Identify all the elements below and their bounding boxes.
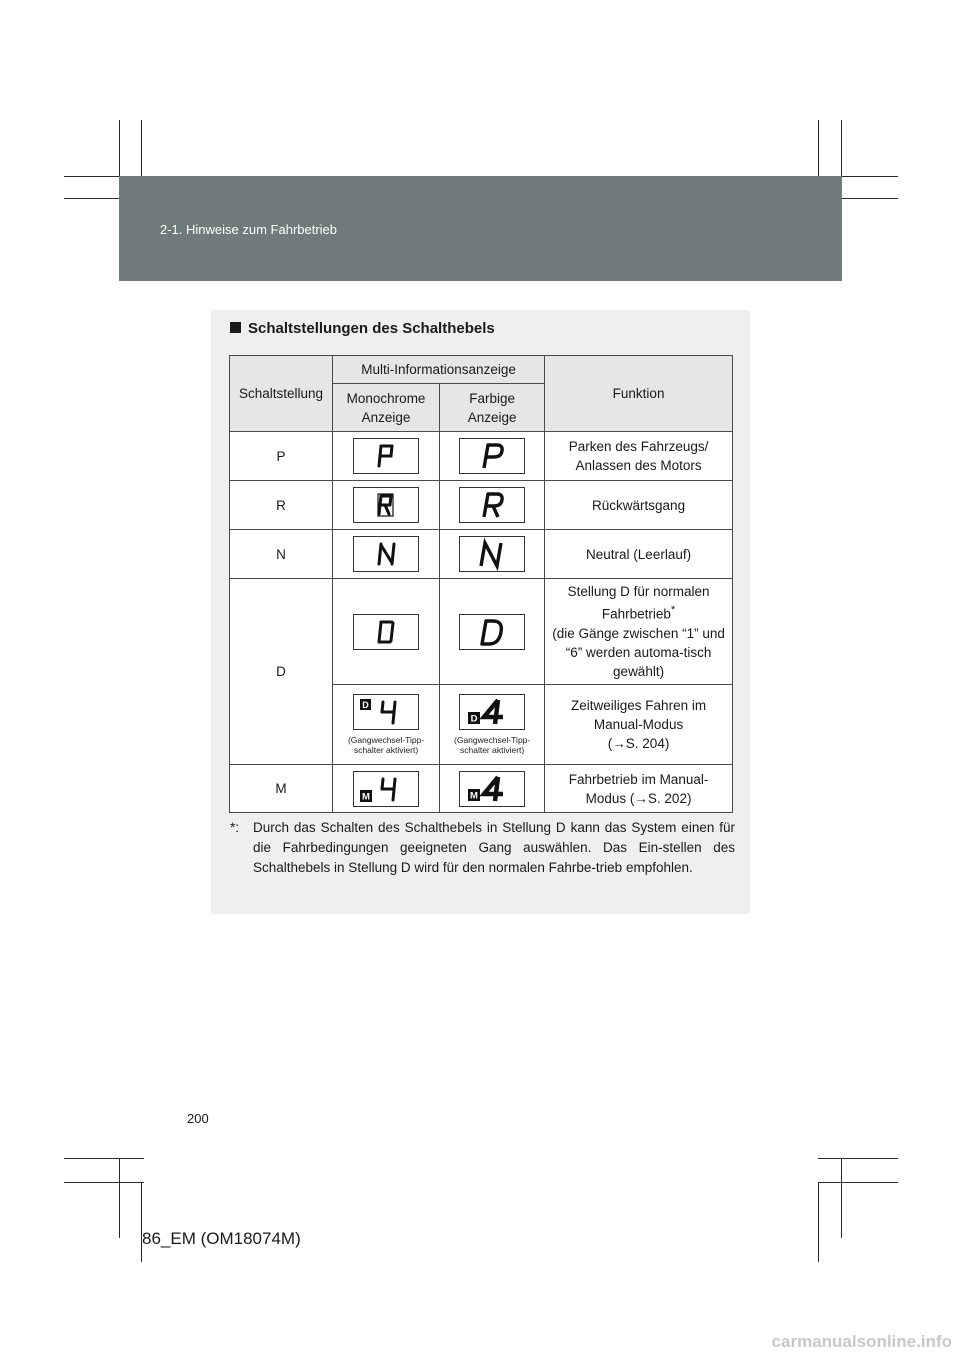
table-row [230, 530, 733, 579]
color-display-cell [440, 481, 545, 530]
color-badge-text: M [470, 790, 479, 801]
crop-mark [119, 1158, 120, 1238]
mono-display-cell [333, 481, 440, 530]
watermark: carmanualsonline.info [771, 1332, 952, 1351]
footnote-star: * [670, 604, 676, 617]
function-note: (die Gänge zwischen “1” und “6” werden automa-tisch gewählt) [552, 625, 725, 679]
glyph-p-icon [460, 439, 524, 473]
segment-glyph-p-icon [354, 439, 418, 473]
table-row [230, 765, 733, 813]
crop-mark [818, 1182, 819, 1262]
position-cell: R [230, 481, 333, 530]
header-mono: Monochrome Anzeige [333, 384, 440, 432]
crop-mark [64, 1182, 144, 1183]
section-header: 2-1. Hinweise zum Fahrbetrieb [160, 222, 338, 237]
document-code: 86_EM (OM18074M) [142, 1229, 301, 1248]
color-display-cell [440, 579, 545, 685]
color-badge-text: D [470, 713, 478, 725]
footnote-text: Durch das Schalten des Schalthebels in Stellung D kann das System einen für die Fahrbedingungen geeigneten Gang auswählen. Das Ein-stellen des Schalthebels in Stellung D wird für den normalen Fahrbe-trieb empfohlen. [253, 820, 735, 875]
segment-glyph-r-icon [354, 488, 418, 522]
color-display-cell [440, 765, 545, 813]
segment-glyph-n-icon [354, 537, 418, 571]
crop-mark [818, 1158, 898, 1159]
function-cell [545, 685, 733, 765]
mono-display [353, 771, 419, 807]
segment-glyph-m4-icon [354, 772, 418, 806]
function-cell: Neutral (Leerlauf) [545, 530, 733, 579]
function-text: Zeitweiliges Fahren im Manual-Modus [571, 698, 707, 732]
mono-display [353, 614, 419, 650]
position-cell: P [230, 432, 333, 481]
mono-display-cell [333, 685, 440, 765]
segment-glyph-d4-icon [354, 695, 418, 729]
position-cell: N [230, 530, 333, 579]
color-display-cell [440, 530, 545, 579]
header-function: Funktion [545, 356, 733, 432]
mono-display-cell [333, 579, 440, 685]
crop-mark [818, 1182, 898, 1183]
function-ref: (→S. 204) [607, 736, 670, 751]
footnote-marker: *: [230, 820, 240, 835]
function-cell: Parken des Fahrzeugs/ Anlassen des Motors [545, 432, 733, 481]
glyph-m4-icon [460, 772, 524, 806]
mono-badge-text: D [362, 700, 369, 710]
mono-display [353, 487, 419, 523]
position-cell: D [230, 579, 333, 765]
crop-mark [64, 1158, 144, 1159]
function-cell [545, 579, 733, 685]
section-title: Schaltstellungen des Schalthebels [230, 320, 495, 337]
color-display [459, 487, 525, 523]
function-text: Stellung D für normalen Fahrbetrieb [567, 584, 710, 622]
square-bullet-icon [230, 322, 241, 333]
color-display [459, 771, 525, 807]
footnote [230, 818, 735, 878]
function-cell: Rückwärtsgang [545, 481, 733, 530]
position-cell: M [230, 765, 333, 813]
color-display [459, 536, 525, 572]
mono-display-cell [333, 432, 440, 481]
crop-mark [141, 1182, 142, 1262]
color-display-cell [440, 685, 545, 765]
glyph-d4-icon [460, 695, 524, 729]
table-row [230, 579, 733, 685]
color-display-cell [440, 432, 545, 481]
glyph-r-icon [460, 488, 524, 522]
crop-mark [841, 1158, 842, 1238]
mono-display [353, 536, 419, 572]
mono-display-cell [333, 530, 440, 579]
mono-badge-text: M [362, 791, 371, 802]
mono-display [353, 694, 419, 730]
segment-glyph-d-icon [354, 615, 418, 649]
header-display-group: Multi-Informationsanzeige [333, 356, 545, 384]
shift-position-table [229, 355, 733, 813]
header-position: Schaltstellung [230, 356, 333, 432]
mono-display [353, 438, 419, 474]
page-number: 200 [187, 1111, 209, 1126]
table-row [230, 481, 733, 530]
glyph-d-icon [460, 615, 524, 649]
color-display [459, 694, 525, 730]
color-display [459, 614, 525, 650]
table-row [230, 432, 733, 481]
mono-caption: (Gangwechsel-Tipp-schalter aktiviert) [347, 735, 425, 755]
header-color: Farbige Anzeige [440, 384, 545, 432]
color-display [459, 438, 525, 474]
mono-display-cell [333, 765, 440, 813]
glyph-n-icon [460, 537, 524, 571]
color-caption: (Gangwechsel-Tipp-schalter aktiviert) [454, 735, 531, 755]
function-cell: Fahrbetrieb im Manual-Modus (→S. 202) [545, 765, 733, 813]
